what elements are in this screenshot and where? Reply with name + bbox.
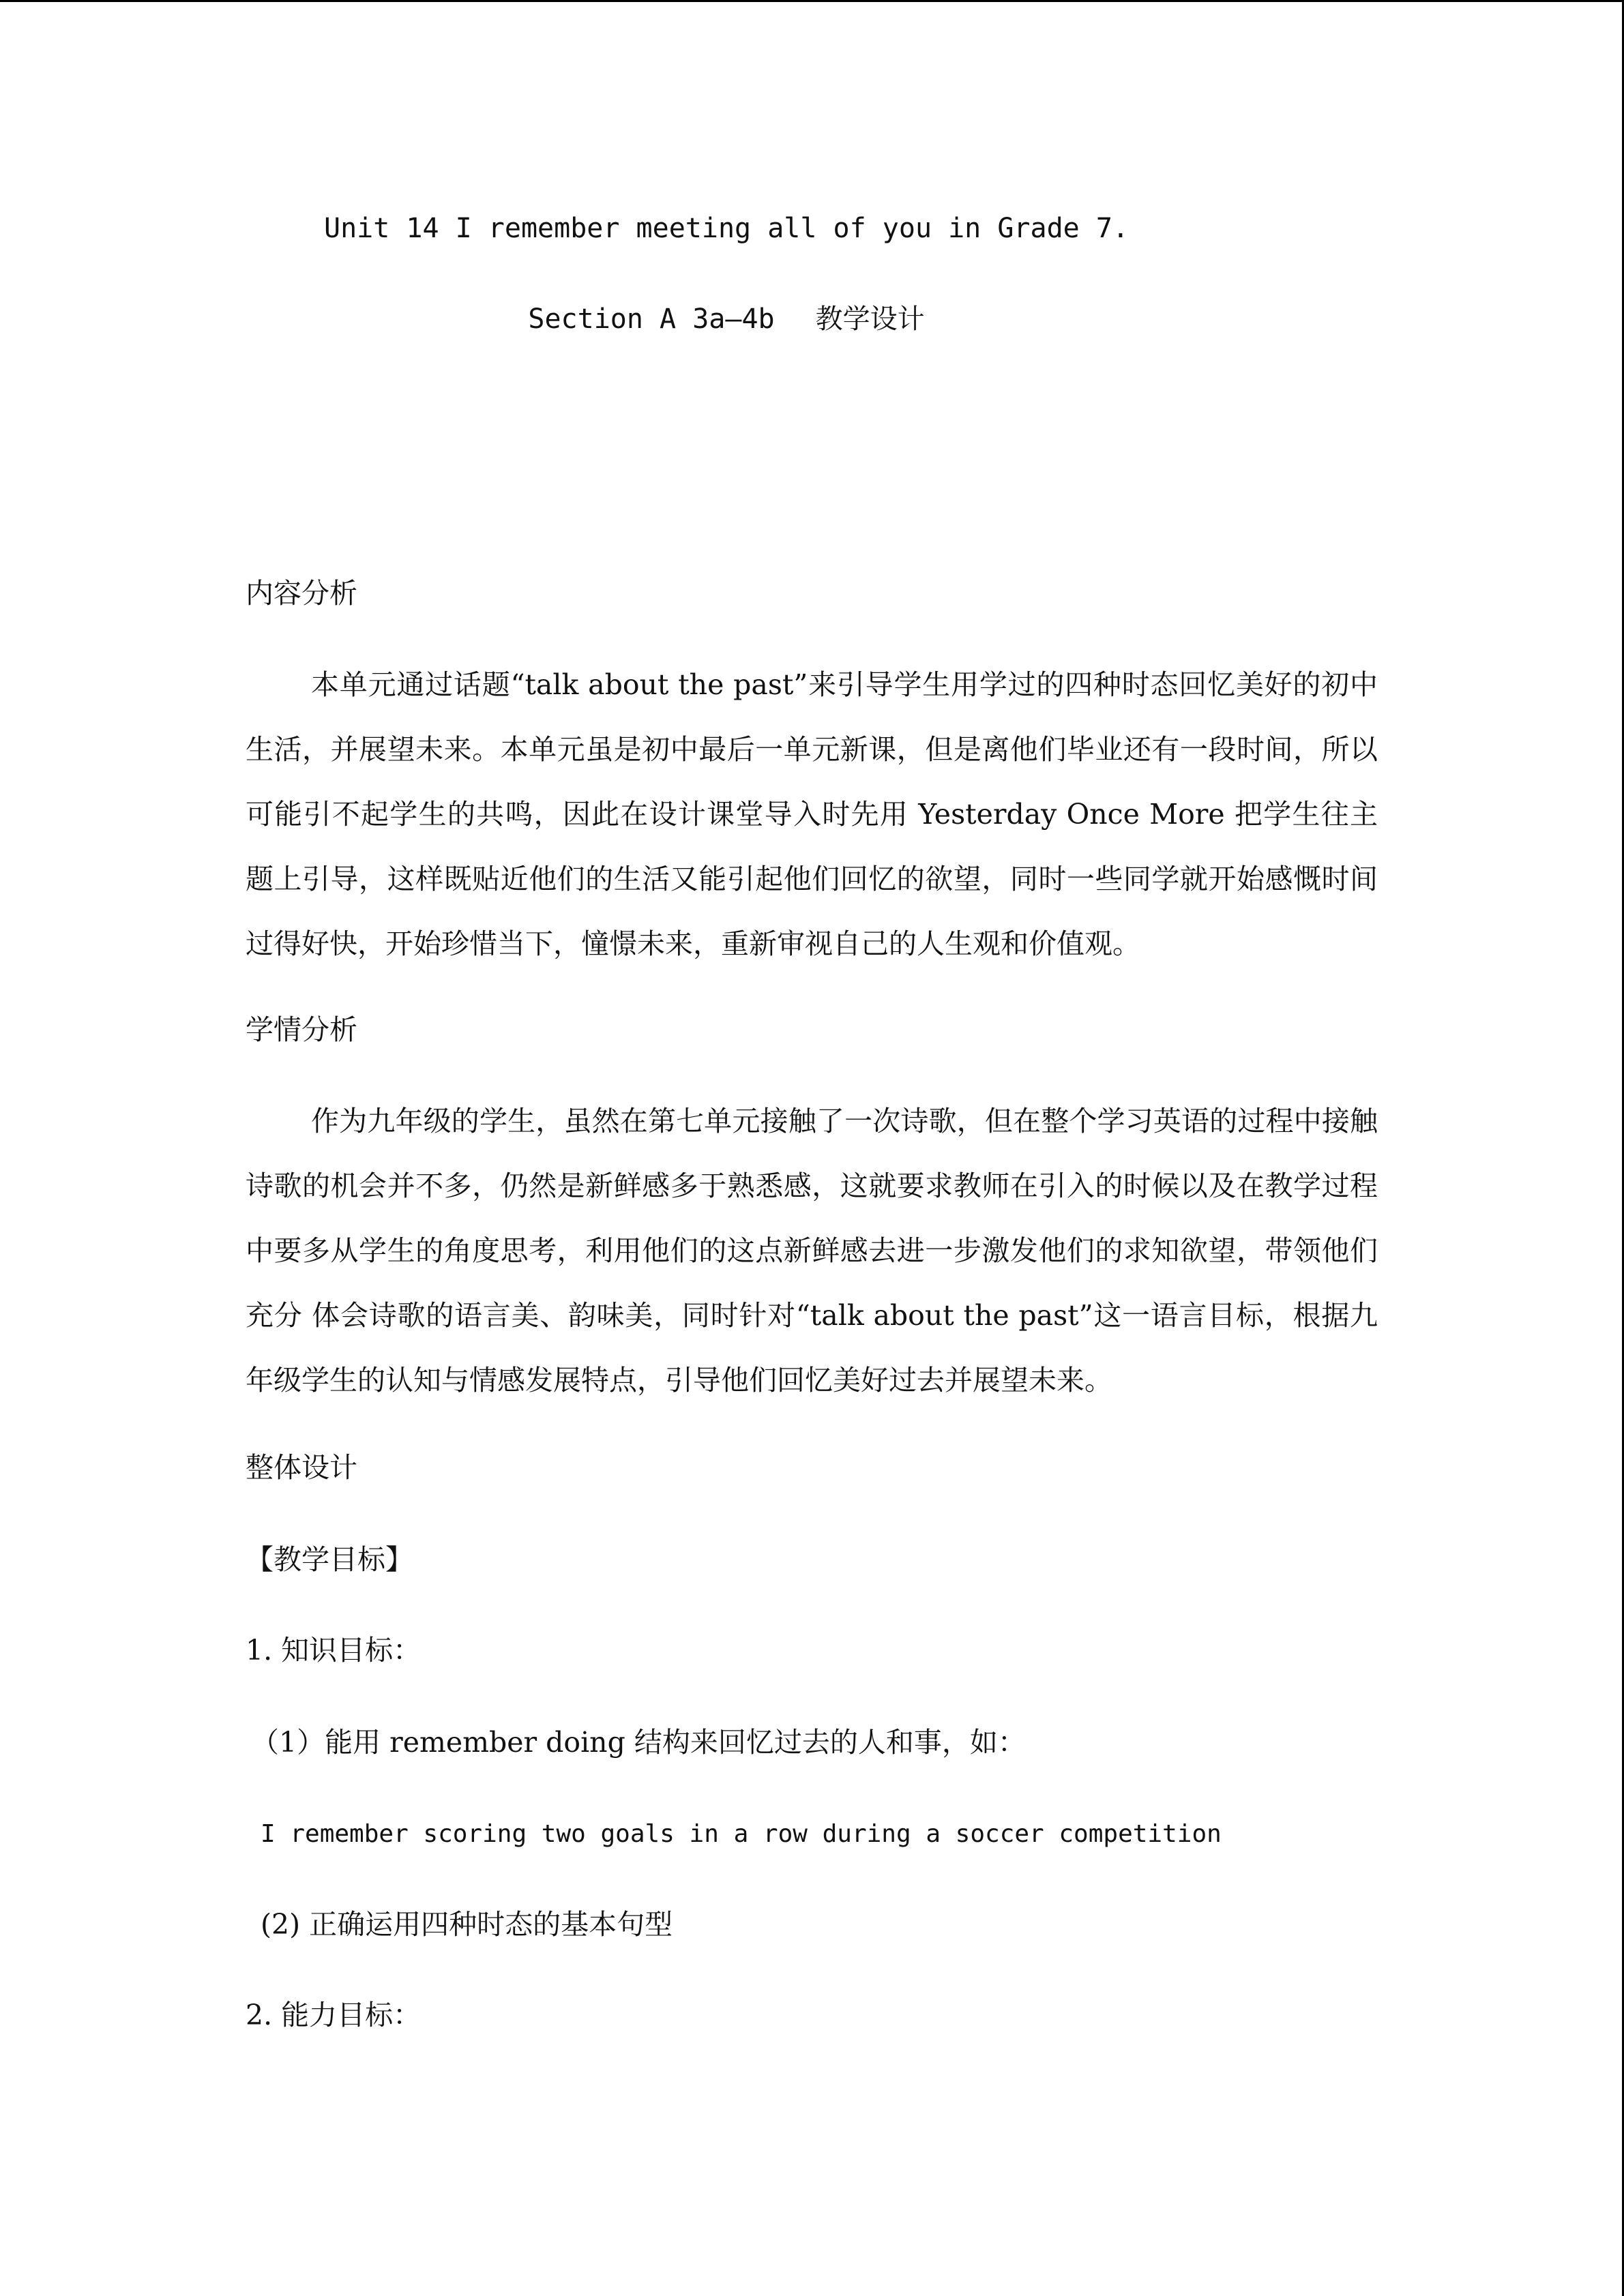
knowledge-goal: 1. 知识目标： xyxy=(246,1634,422,1667)
teaching-goals-heading: 【教学目标】 xyxy=(246,1543,413,1576)
top-border-line xyxy=(0,0,1624,2)
paragraph-student-analysis: 作为九年级的学生，虽然在第七单元接触了一次诗歌，但在整个学习英语的过程中接触诗歌的机会并不多，仍然是新鲜感多于熟悉感，这就要求教师在引入的时候以及在教学过程中要多从学生的角度思考，利用他们的这点新鲜感去进一步激发他们的求知欲望，带领他们充分 体会诗歌的语言美、韵味美，同时针对“talk about the past”这一语言目标，根据九年级学生的认知与情感发展特点，引导他们回忆美好过去并展望未来。 xyxy=(246,1105,1378,1397)
subtitle-label: 教学设计 xyxy=(815,303,925,335)
heading-student-analysis: 学情分析 xyxy=(246,1013,357,1046)
document-title: Unit 14 I remember meeting all of you in Grade 7. xyxy=(323,213,1130,244)
knowledge-item-2: (2) 正确运用四种时态的基本句型 xyxy=(261,1908,673,1941)
heading-overall-design: 整体设计 xyxy=(246,1451,357,1484)
paragraph-content-analysis: 本单元通过话题“talk about the past”来引导学生用学过的四种时态回忆美好的初中生活，并展望未来。本单元虽是初中最后一单元新课，但是离他们毕业还有一段时间，所以可能引不起学生的共鸣，因此在设计课堂导入时先用 Yesterday Once More 把学生往主题上引导，这样既贴近他们的生活又能引起他们回忆的欲望，同时一些同学就开始感慨时间过得好快，开始珍惜当下，憧憬未来，重新审视自己的人生观和价值观。 xyxy=(246,668,1378,960)
document-subtitle xyxy=(0,299,1453,340)
heading-content-analysis: 内容分析 xyxy=(246,577,357,610)
knowledge-item-1: （1）能用 remember doing 结构来回忆过去的人和事，如： xyxy=(251,1726,1026,1759)
subtitle-section: Section A 3a–4b xyxy=(528,303,775,335)
ability-goal: 2. 能力目标： xyxy=(246,1999,422,2031)
example-sentence: I remember scoring two goals in a row during a soccer competition xyxy=(261,1820,1222,1848)
